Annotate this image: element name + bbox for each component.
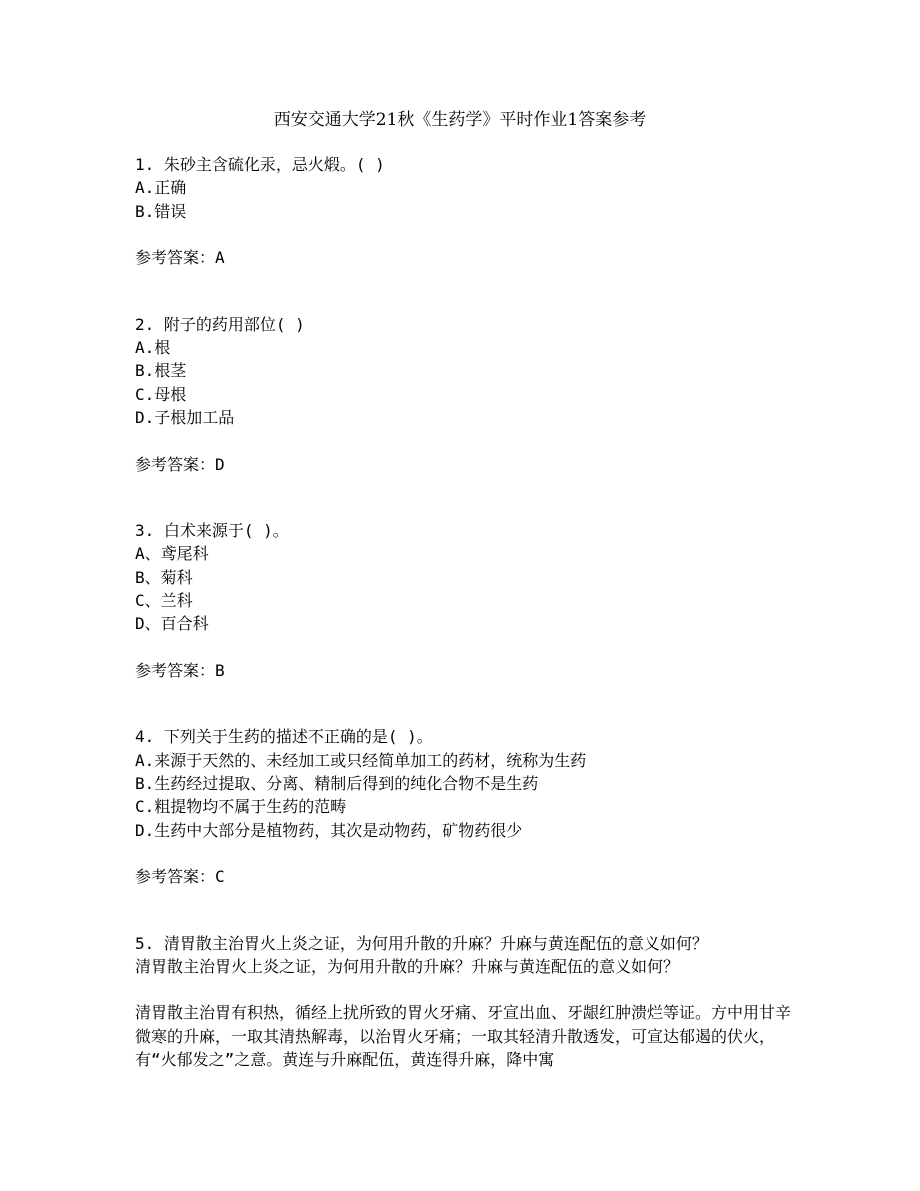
option: A、鸢尾科 [135,544,209,564]
answer-text: 清胃散主治胃有积热，循经上扰所致的胃火牙痛、牙宣出血、牙龈红肿溃烂等证。方中用甘辛微寒的升麻，一取其清热解毒，以治胃火牙痛；一取其轻清升散透发，可宣达郁遏的伏火，有“火郁发之”之意。黄连与升麻配伍，黄连得升麻，降中寓 [135,1003,792,1070]
option: A.根 [135,337,171,357]
document-body [135,153,795,1072]
question-2 [135,313,795,476]
option: A.来源于天然的、未经加工或只经简单加工的药材，统称为生药 [135,750,587,770]
option: C、兰科 [135,591,193,611]
page-title: 西安交通大学21秋《生药学》平时作业1答案参考 [273,110,647,130]
option: D.生药中大部分是植物药，其次是动物药，矿物药很少 [135,820,523,840]
option: B.根茎 [135,361,187,381]
option: B、菊科 [135,567,193,587]
reference-answer: 参考答案：A [135,248,225,268]
option: B.错误 [135,201,187,221]
reference-answer: 参考答案：C [135,867,225,887]
question-stem: 3. 白术来源于( )。 [135,520,289,540]
question-4 [135,725,795,888]
question-stem: 4. 下列关于生药的描述不正确的是( )。 [135,727,433,747]
question-stem: 1. 朱砂主含硫化汞，忌火煅。( ) [135,155,385,174]
question-3 [135,519,795,682]
reference-answer: 参考答案：D [135,454,225,474]
question-stem: 2. 附子的药用部位( ) [135,314,305,334]
reference-answer: 参考答案：B [135,660,225,680]
option: D、百合科 [135,614,209,634]
question-stem: 5. 清胃散主治胃火上炎之证，为何用升散的升麻？升麻与黄连配伍的意义如何？ [135,933,708,953]
option: A.正确 [135,178,187,198]
question-1 [135,153,795,270]
question-stem-repeat: 清胃散主治胃火上炎之证，为何用升散的升麻？升麻与黄连配伍的意义如何？ [135,956,680,976]
option: C.母根 [135,384,187,404]
option: C.粗提物均不属于生药的范畴 [135,797,347,817]
option: D.子根加工品 [135,408,235,428]
question-5 [135,932,795,1072]
option: B.生药经过提取、分离、精制后得到的纯化合物不是生药 [135,774,539,794]
